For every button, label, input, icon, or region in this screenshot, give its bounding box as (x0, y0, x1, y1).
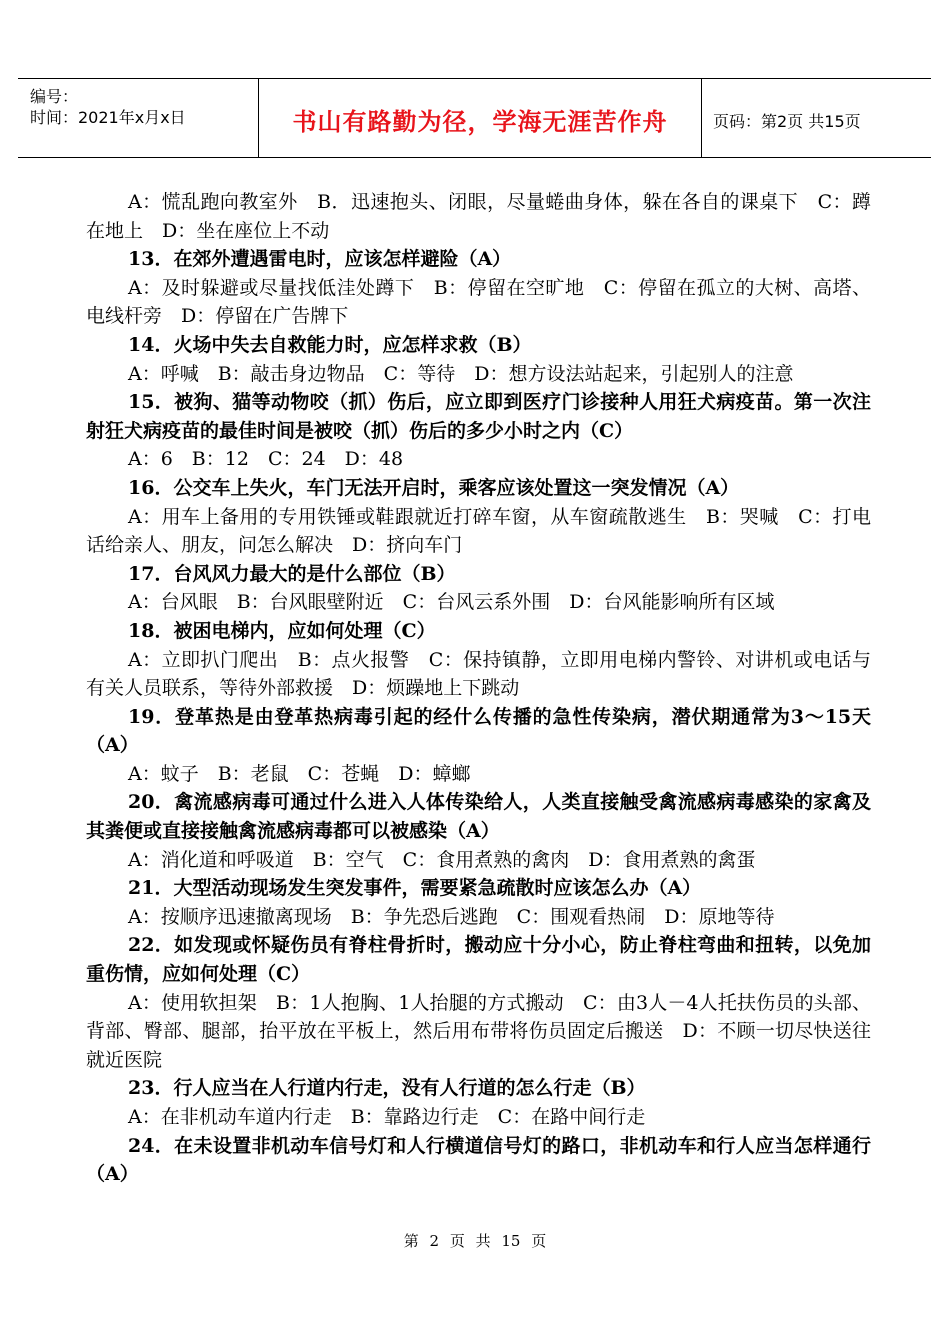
question-text: 23．行人应当在人行道内行走，没有人行道的怎么行走（B） (128, 1077, 646, 1100)
question-text: 13．在郊外遭遇雷电时，应该怎样避险（A） (128, 248, 512, 271)
document-header (18, 78, 931, 158)
question-text: 14．火场中失去自救能力时，应怎样求救（B） (128, 333, 532, 356)
answer-options: A：按顺序迅速撤离现场 B：争先恐后逃跑 C：围观看热闹 D：原地等待 (128, 905, 775, 928)
answer-options: A：在非机动车道内行走 B：靠路边行走 C：在路中间行走 (128, 1106, 646, 1128)
answer-options: A：立即扒门爬出 B：点火报警 C：保持镇静，立即用电梯内警铃、对讲机或电话与有关人员联系，等待外部救援 D：烦躁地上下跳动 (86, 648, 871, 700)
answer-options: A：台风眼 B：台风眼壁附近 C：台风云系外围 D：台风能影响所有区域 (128, 591, 775, 614)
answer-options: A：用车上备用的专用铁锤或鞋跟就近打碎车窗，从车窗疏散逃生 B：哭喊 C：打电话给亲人、朋友，问怎么解决 D：挤向车门 (86, 505, 871, 557)
header-motto: 书山有路勤为径，学海无涯苦作舟 (292, 108, 668, 136)
header-page-info: 页码：第2页 共15页 (713, 112, 861, 131)
answer-options: A：消化道和呼吸道 B：空气 C：食用煮熟的禽肉 D：食用煮熟的禽蛋 (128, 848, 756, 871)
answer-options: A：及时躲避或尽量找低洼处蹲下 B：停留在空旷地 C：停留在孤立的大树、高塔、电线杆旁 D：停留在广告牌下 (86, 276, 871, 328)
answer-options: A：呼喊 B：敲击身边物品 C：等待 D：想方设法站起来，引起别人的注意 (128, 362, 794, 385)
header-right-cell (701, 79, 931, 157)
document-time-label: 时间：2021年x月x日 (30, 108, 186, 127)
header-middle-cell (258, 79, 702, 157)
document-number-label: 编号： (30, 87, 79, 106)
page-footer: 第 2 页 共 15 页 (403, 1232, 547, 1250)
question-text: 18．被困电梯内，应如何处理（C） (128, 619, 436, 642)
question-text: 24．在未设置非机动车信号灯和人行横道信号灯的路口，非机动车和行人应当怎样通行（A） (86, 1134, 871, 1186)
question-text: 22．如发现或怀疑伤员有脊柱骨折时，搬动应十分小心，防止脊柱弯曲和扭转，以免加重伤情，应如何处理（C） (86, 934, 871, 986)
answer-options: A：慌乱跑向教室外 B．迅速抱头、闭眼，尽量蜷曲身体，躲在各自的课桌下 C：蹲在地上 D：坐在座位上不动 (86, 191, 871, 242)
answer-options: A：蚊子 B：老鼠 C：苍蝇 D：蟑螂 (128, 762, 471, 785)
answer-options: A：使用软担架 B：1人抱胸、1人抬腿的方式搬动 C：由3人－4人托扶伤员的头部、背部、臀部、腿部，抬平放在平板上，然后用布带将伤员固定后搬送 D：不顾一切尽快送往就近医院 (86, 991, 871, 1071)
question-text: 16．公交车上失火，车门无法开启时，乘客应该处置这一突发情况（A） (128, 476, 740, 499)
document-body (86, 188, 871, 1189)
answer-options: A：6 B：12 C：24 D：48 (128, 448, 404, 471)
header-left-cell (18, 79, 258, 157)
question-text: 19．登革热是由登革热病毒引起的经什么传播的急性传染病，潜伏期通常为3～15天（A） (86, 705, 871, 757)
question-text: 17．台风风力最大的是什么部位（B） (128, 562, 456, 585)
question-text: 15．被狗、猫等动物咬（抓）伤后，应立即到医疗门诊接种人用狂犬病疫苗。第一次注射狂犬病疫苗的最佳时间是被咬（抓）伤后的多少小时之内（C） (86, 391, 871, 442)
question-text: 20．禽流感病毒可通过什么进入人体传染给人，人类直接触受禽流感病毒感染的家禽及其粪便或直接接触禽流感病毒都可以被感染（A） (86, 791, 871, 843)
question-text: 21．大型活动现场发生突发事件，需要紧急疏散时应该怎么办（A） (128, 877, 702, 900)
